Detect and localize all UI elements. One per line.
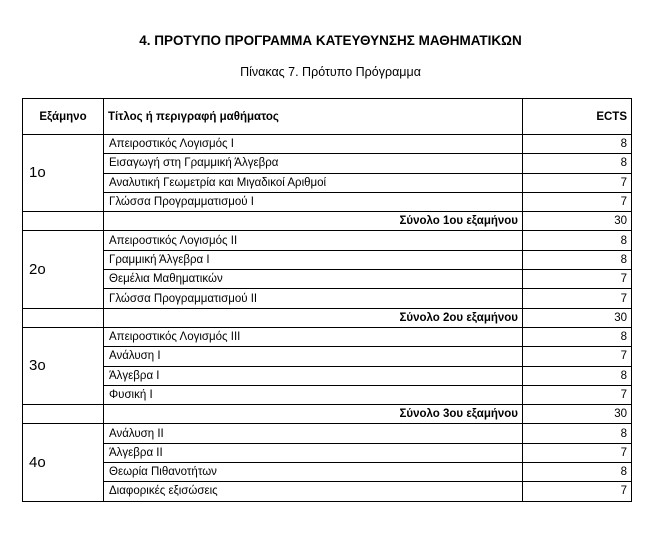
semester-total-ects: 30 [523, 212, 632, 231]
course-ects: 8 [523, 327, 632, 346]
table-row [23, 385, 632, 404]
header-course: Τίτλος ή περιγραφή μαθήματος [104, 99, 523, 135]
course-name: Απειροστικός Λογισμός ΙΙΙ [104, 327, 523, 346]
semester-label: 1ο [23, 135, 104, 212]
program-table [22, 98, 632, 502]
semester-label: 3ο [23, 327, 104, 404]
table-row [23, 366, 632, 385]
course-ects: 7 [523, 192, 632, 211]
course-name: Γραμμική Άλγεβρα Ι [104, 250, 523, 269]
course-ects: 7 [523, 443, 632, 462]
table-row [23, 135, 632, 154]
course-name: Αναλυτική Γεωμετρία και Μιγαδικοί Αριθμοί [104, 173, 523, 192]
total-blank-cell [23, 308, 104, 327]
semester-total-label: Σύνολο 1ου εξαμήνου [104, 212, 523, 231]
course-ects: 8 [523, 366, 632, 385]
table-row [23, 154, 632, 173]
course-ects: 8 [523, 424, 632, 443]
course-ects: 7 [523, 173, 632, 192]
semester-total-row [23, 405, 632, 424]
course-ects: 7 [523, 270, 632, 289]
table-row [23, 347, 632, 366]
semester-total-label: Σύνολο 2ου εξαμήνου [104, 308, 523, 327]
header-semester: Εξάμηνο [23, 99, 104, 135]
semester-label: 4ο [23, 424, 104, 501]
table-row [23, 424, 632, 443]
course-name: Γλώσσα Προγραμματισμού ΙΙ [104, 289, 523, 308]
course-name: Απειροστικός Λογισμός Ι [104, 135, 523, 154]
table-header-row [23, 99, 632, 135]
total-blank-cell [23, 212, 104, 231]
course-ects: 8 [523, 250, 632, 269]
table-row [23, 250, 632, 269]
course-ects: 7 [523, 347, 632, 366]
document-title: 4. ΠΡΟΤΥΠΟ ΠΡΟΓΡΑΜΜΑ ΚΑΤΕΥΘΥΝΣΗΣ ΜΑΘΗΜΑΤΙΚΩΝ [139, 33, 522, 48]
table-row [23, 231, 632, 250]
course-name: Θεωρία Πιθανοτήτων [104, 463, 523, 482]
course-ects: 8 [523, 231, 632, 250]
course-name: Απειροστικός Λογισμός ΙΙ [104, 231, 523, 250]
header-ects: ECTS [523, 99, 632, 135]
course-name: Γλώσσα Προγραμματισμού Ι [104, 192, 523, 211]
table-row [23, 289, 632, 308]
total-blank-cell [23, 405, 104, 424]
semester-label: 2ο [23, 231, 104, 308]
semester-total-row [23, 308, 632, 327]
course-name: Διαφορικές εξισώσεις [104, 482, 523, 501]
course-name: Εισαγωγή στη Γραμμική Άλγεβρα [104, 154, 523, 173]
table-row [23, 443, 632, 462]
table-row [23, 463, 632, 482]
table-row [23, 270, 632, 289]
course-ects: 8 [523, 463, 632, 482]
semester-total-ects: 30 [523, 405, 632, 424]
semester-total-label: Σύνολο 3ου εξαμήνου [104, 405, 523, 424]
table-row [23, 173, 632, 192]
table-row [23, 327, 632, 346]
table-row [23, 482, 632, 501]
table-caption: Πίνακας 7. Πρότυπο Πρόγραμμα [240, 65, 421, 79]
table-row [23, 192, 632, 211]
course-ects: 7 [523, 289, 632, 308]
course-name: Φυσική Ι [104, 385, 523, 404]
course-name: Άλγεβρα ΙΙ [104, 443, 523, 462]
course-name: Θεμέλια Μαθηματικών [104, 270, 523, 289]
course-ects: 8 [523, 154, 632, 173]
course-name: Ανάλυση Ι [104, 347, 523, 366]
semester-total-ects: 30 [523, 308, 632, 327]
course-name: Άλγεβρα Ι [104, 366, 523, 385]
course-ects: 8 [523, 135, 632, 154]
semester-total-row [23, 212, 632, 231]
course-ects: 7 [523, 385, 632, 404]
course-name: Ανάλυση ΙΙ [104, 424, 523, 443]
course-ects: 7 [523, 482, 632, 501]
